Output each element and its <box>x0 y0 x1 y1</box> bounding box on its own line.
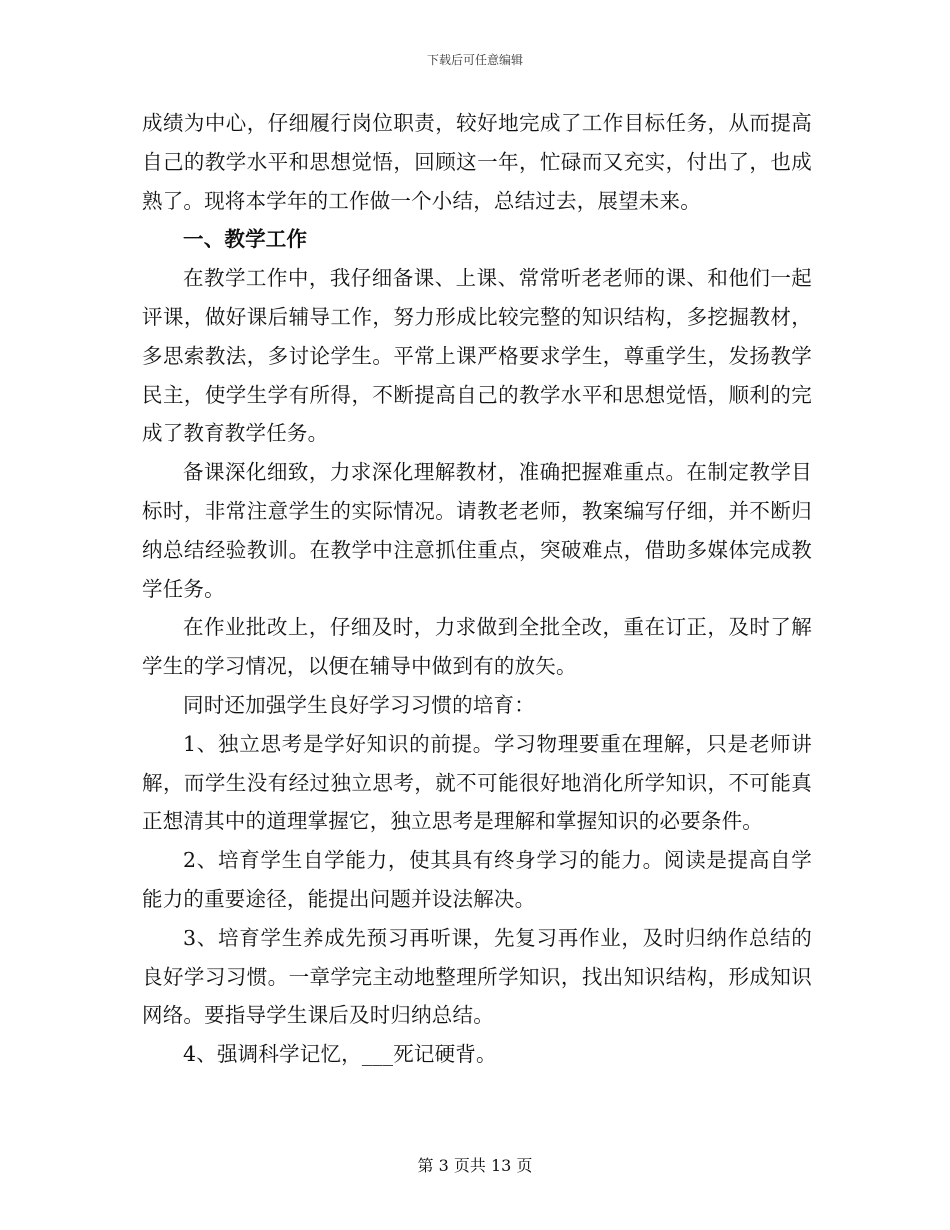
paragraph-teaching-work: 在教学工作中，我仔细备课、上课、常常听老老师的课、和他们一起评课，做好课后辅导工作，努力形成比较完整的知识结构，多挖掘教材，多思索教法，多讨论学生。平常上课严格要求学生，尊重学生，发扬教学民主，使学生学有所得，不断提高自己的教学水平和思想觉悟，顺利的完成了教育教学任务。 <box>142 266 812 446</box>
list-item-2: 2、培育学生自学能力，使其具有终身学习的能力。阅读是提高自学能力的重要途径，能提出问题并设法解决。 <box>142 848 812 911</box>
paragraph-homework-grading: 在作业批改上，仔细及时，力求做到全批全改，重在订正，及时了解学生的学习情况，以便在辅导中做到有的放矢。 <box>142 615 812 679</box>
paragraph-study-habits: 同时还加强学生良好学习习惯的培育： <box>183 692 535 717</box>
paragraph-lesson-prep: 备课深化细致，力求深化理解教材，准确把握难重点。在制定教学目标时，非常注意学生的实际情况。请教老老师，教案编写仔细，并不断归纳总结经验教训。在教学中注意抓住重点，突破难点，借助多媒体完成教学任务。 <box>142 460 812 601</box>
document-body <box>142 104 812 1074</box>
page-number: 第 3 页共 13 页 <box>417 1156 533 1175</box>
list-item-3: 3、培育学生养成先预习再听课，先复习再作业，及时归纳作总结的良好学习习惯。一章学完主动地整理所学知识，找出知识结构，形成知识网络。要指导学生课后及时归纳总结。 <box>142 925 812 1028</box>
list-item-1: 1、独立思考是学好知识的前提。学习物理要重在理解，只是老师讲解，而学生没有经过独立思考，就不可能很好地消化所学知识，不可能真正想清其中的道理掌握它，独立思考是理解和掌握知识的必要条件。 <box>142 731 812 834</box>
section-heading-teaching: 一、教学工作 <box>183 227 308 252</box>
page-header: 下载后可任意编辑 <box>426 53 523 67</box>
paragraph-intro: 成绩为中心，仔细履行岗位职责，较好地完成了工作目标任务，从而提高自己的教学水平和思想觉悟，回顾这一年，忙碌而又充实，付出了，也成熟了。现将本学年的工作做一个小结，总结过去，展望未来。 <box>142 111 812 213</box>
list-item-4: 4、强调科学记忆，___死记硬背。 <box>183 1042 497 1067</box>
